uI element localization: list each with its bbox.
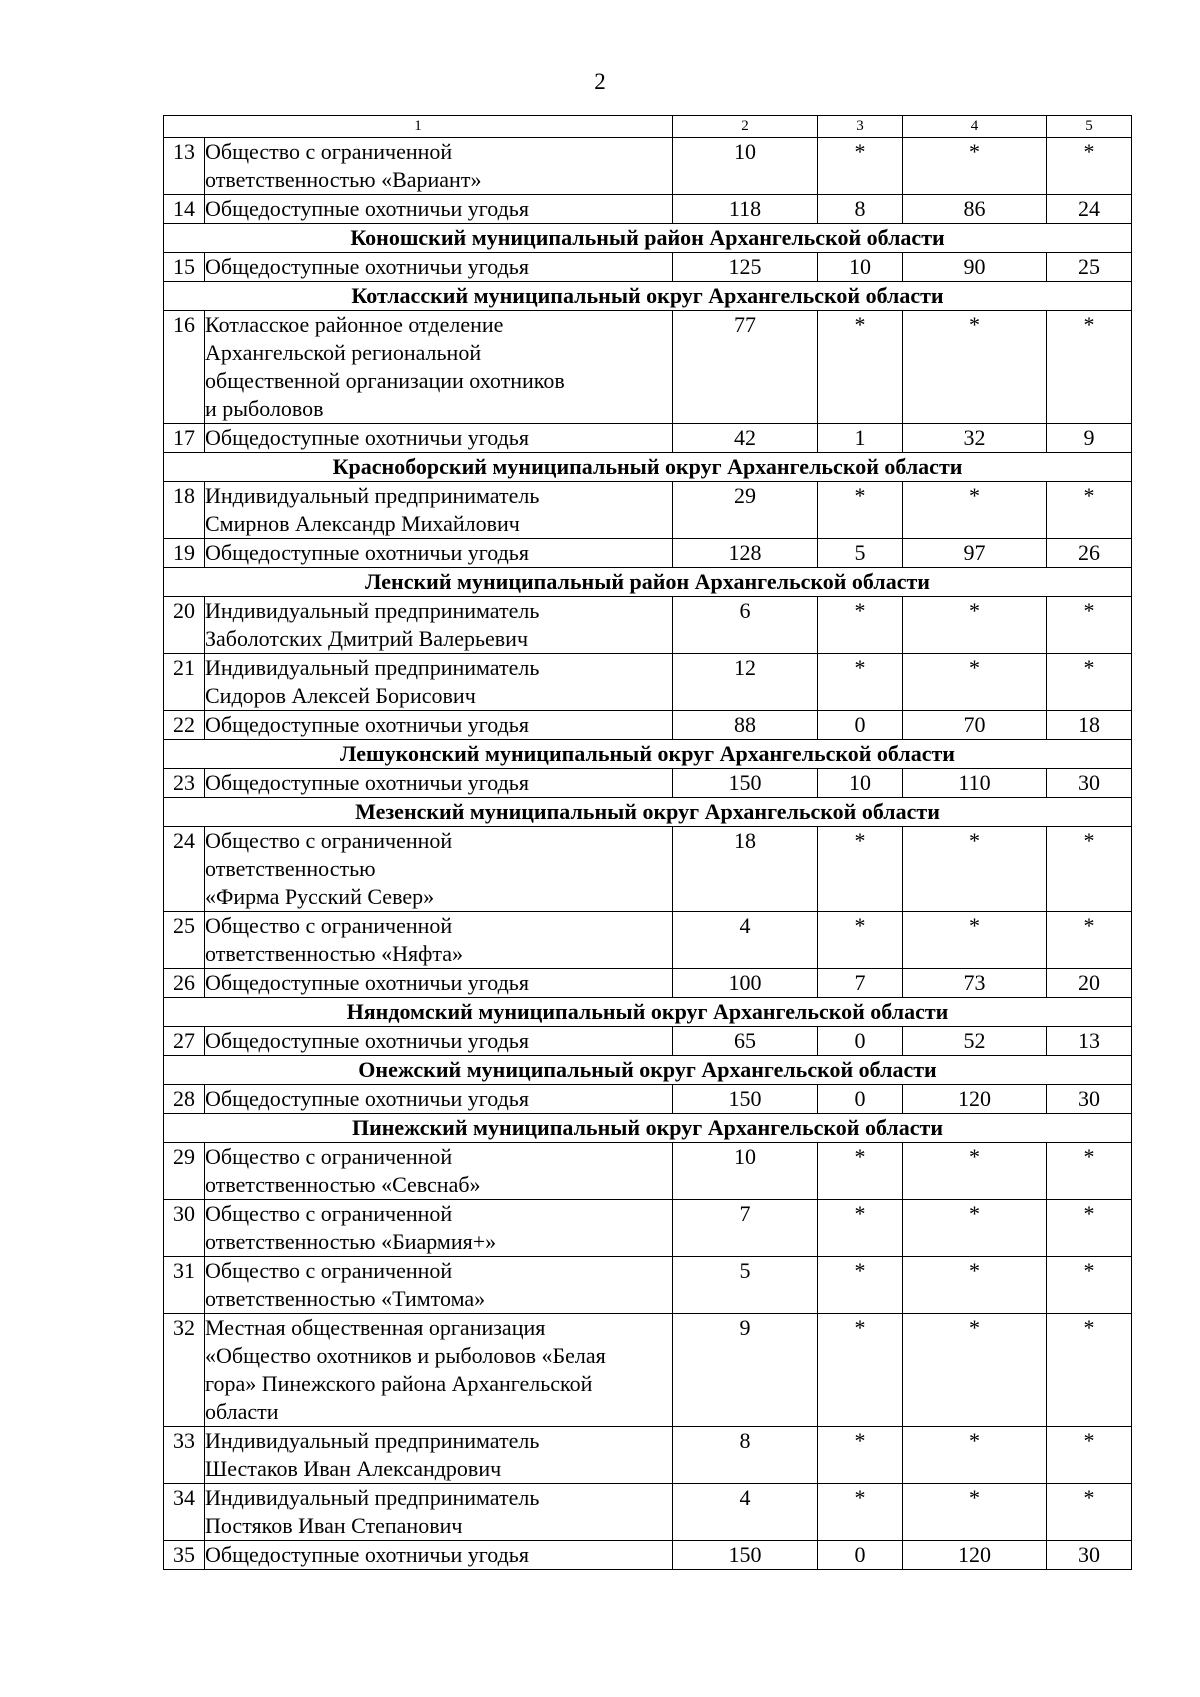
- organization-name-line: Общедоступные охотничьи угодья: [205, 770, 529, 795]
- section-title: Мезенский муниципальный округ Архангельской области: [164, 798, 1132, 827]
- column-3-cell: 7: [818, 969, 903, 998]
- column-4-cell: *: [903, 311, 1047, 424]
- column-4-cell: *: [903, 1484, 1047, 1541]
- row-number-cell: 22: [164, 711, 205, 740]
- column-4-cell: 86: [903, 195, 1047, 224]
- table-row: [164, 969, 1132, 998]
- row-number-cell: 33: [164, 1427, 205, 1484]
- row-number-cell: 27: [164, 1027, 205, 1056]
- column-3-cell: *: [818, 311, 903, 424]
- column-3-cell: 10: [818, 769, 903, 798]
- column-4-cell: 73: [903, 969, 1047, 998]
- column-4-cell: *: [903, 597, 1047, 654]
- column-3-cell: 8: [818, 195, 903, 224]
- column-3-cell: *: [818, 912, 903, 969]
- table-row: [164, 654, 1132, 711]
- header-cell-4: 4: [903, 116, 1047, 138]
- column-3-cell: 10: [818, 253, 903, 282]
- column-4-cell: *: [903, 138, 1047, 195]
- column-5-cell: 18: [1047, 711, 1132, 740]
- organization-name-cell: [205, 1427, 673, 1484]
- column-5-cell: *: [1047, 1257, 1132, 1314]
- organization-name-cell: [205, 1200, 673, 1257]
- section-title: Красноборский муниципальный округ Архангельской области: [164, 453, 1132, 482]
- organization-name-line: «Фирма Русский Север»: [205, 884, 435, 909]
- column-3-cell: *: [818, 1200, 903, 1257]
- organization-name-line: Котласское районное отделение: [205, 312, 504, 337]
- section-header-row: [164, 740, 1132, 769]
- row-number-cell: 13: [164, 138, 205, 195]
- column-5-cell: *: [1047, 654, 1132, 711]
- organization-name-cell: [205, 138, 673, 195]
- column-3-cell: *: [818, 138, 903, 195]
- column-4-cell: 97: [903, 539, 1047, 568]
- row-number-cell: 29: [164, 1143, 205, 1200]
- column-2-cell: 10: [673, 1143, 818, 1200]
- column-3-cell: *: [818, 597, 903, 654]
- column-4-cell: *: [903, 827, 1047, 912]
- organization-name-line: Индивидуальный предприниматель: [205, 483, 540, 508]
- column-2-cell: 4: [673, 1484, 818, 1541]
- organization-name-line: Индивидуальный предприниматель: [205, 1428, 540, 1453]
- column-4-cell: *: [903, 654, 1047, 711]
- column-5-cell: 30: [1047, 1541, 1132, 1570]
- table-row: [164, 597, 1132, 654]
- organization-name-cell: [205, 195, 673, 224]
- organization-name-line: ответственностью «Вариант»: [205, 167, 482, 192]
- column-5-cell: *: [1047, 138, 1132, 195]
- organization-name-line: Общедоступные охотничьи угодья: [205, 970, 529, 995]
- column-2-cell: 42: [673, 424, 818, 453]
- organization-name-cell: [205, 969, 673, 998]
- column-3-cell: *: [818, 1427, 903, 1484]
- column-4-cell: *: [903, 482, 1047, 539]
- column-5-cell: *: [1047, 482, 1132, 539]
- organization-name-line: Заболотских Дмитрий Валерьевич: [205, 626, 529, 651]
- organization-name-line: Индивидуальный предприниматель: [205, 598, 540, 623]
- column-5-cell: *: [1047, 1314, 1132, 1427]
- column-3-cell: 0: [818, 1541, 903, 1570]
- organization-name-line: Общество с ограниченной: [205, 913, 453, 938]
- column-5-cell: 13: [1047, 1027, 1132, 1056]
- organization-name-line: Общедоступные охотничьи угодья: [205, 254, 529, 279]
- column-2-cell: 12: [673, 654, 818, 711]
- header-cell-2: 2: [673, 116, 818, 138]
- section-title: Няндомский муниципальный округ Архангельской области: [164, 998, 1132, 1027]
- column-2-cell: 150: [673, 769, 818, 798]
- column-5-cell: *: [1047, 1200, 1132, 1257]
- organization-name-line: Общество с ограниченной: [205, 1144, 453, 1169]
- column-2-cell: 150: [673, 1541, 818, 1570]
- table-row: [164, 195, 1132, 224]
- column-2-cell: 4: [673, 912, 818, 969]
- column-2-cell: 150: [673, 1085, 818, 1114]
- table-row: [164, 1484, 1132, 1541]
- table-header-row: [164, 116, 1132, 138]
- row-number-cell: 17: [164, 424, 205, 453]
- header-cell-5: 5: [1047, 116, 1132, 138]
- organization-name-cell: [205, 597, 673, 654]
- column-4-cell: *: [903, 1257, 1047, 1314]
- organization-name-cell: [205, 1541, 673, 1570]
- column-2-cell: 125: [673, 253, 818, 282]
- organization-name-line: Общедоступные охотничьи угодья: [205, 425, 529, 450]
- organization-name-line: ответственностью «Няфта»: [205, 941, 463, 966]
- column-2-cell: 10: [673, 138, 818, 195]
- table-row: [164, 482, 1132, 539]
- organization-name-line: Постяков Иван Степанович: [205, 1513, 463, 1538]
- table-row: [164, 827, 1132, 912]
- column-4-cell: 90: [903, 253, 1047, 282]
- row-number-cell: 32: [164, 1314, 205, 1427]
- organization-name-line: Общество с ограниченной: [205, 828, 453, 853]
- table-row: [164, 1143, 1132, 1200]
- column-3-cell: *: [818, 1314, 903, 1427]
- row-number-cell: 21: [164, 654, 205, 711]
- column-5-cell: 24: [1047, 195, 1132, 224]
- organization-name-line: Общедоступные охотничьи угодья: [205, 1542, 529, 1567]
- section-header-row: [164, 282, 1132, 311]
- column-2-cell: 7: [673, 1200, 818, 1257]
- organization-name-cell: [205, 654, 673, 711]
- organization-name-line: Общедоступные охотничьи угодья: [205, 540, 529, 565]
- column-5-cell: *: [1047, 1427, 1132, 1484]
- column-4-cell: 32: [903, 424, 1047, 453]
- table-row: [164, 1541, 1132, 1570]
- organization-name-cell: [205, 711, 673, 740]
- organization-name-line: Архангельской региональной: [205, 340, 482, 365]
- section-header-row: [164, 453, 1132, 482]
- table-row: [164, 311, 1132, 424]
- column-3-cell: *: [818, 482, 903, 539]
- organization-name-line: ответственностью «Севснаб»: [205, 1172, 481, 1197]
- organization-name-line: общественной организации охотников: [205, 368, 565, 393]
- organization-name-line: Сидоров Алексей Борисович: [205, 683, 476, 708]
- column-3-cell: 0: [818, 711, 903, 740]
- organization-name-cell: [205, 1027, 673, 1056]
- row-number-cell: 19: [164, 539, 205, 568]
- section-title: Коношский муниципальный район Архангельской области: [164, 224, 1132, 253]
- table-row: [164, 138, 1132, 195]
- column-5-cell: 9: [1047, 424, 1132, 453]
- row-number-cell: 15: [164, 253, 205, 282]
- section-title: Котласский муниципальный округ Архангельской области: [164, 282, 1132, 311]
- table-row: [164, 253, 1132, 282]
- column-5-cell: *: [1047, 827, 1132, 912]
- column-5-cell: 26: [1047, 539, 1132, 568]
- column-5-cell: 30: [1047, 1085, 1132, 1114]
- column-5-cell: 25: [1047, 253, 1132, 282]
- organization-name-cell: [205, 1314, 673, 1427]
- row-number-cell: 23: [164, 769, 205, 798]
- column-5-cell: *: [1047, 1143, 1132, 1200]
- page-number: 2: [594, 69, 606, 94]
- column-2-cell: 128: [673, 539, 818, 568]
- table-row: [164, 769, 1132, 798]
- organization-name-cell: [205, 539, 673, 568]
- column-4-cell: *: [903, 912, 1047, 969]
- column-2-cell: 6: [673, 597, 818, 654]
- organization-name-cell: [205, 1484, 673, 1541]
- organization-name-cell: [205, 827, 673, 912]
- column-5-cell: *: [1047, 311, 1132, 424]
- section-header-row: [164, 1056, 1132, 1085]
- organization-name-line: Общедоступные охотничьи угодья: [205, 1028, 529, 1053]
- column-4-cell: 120: [903, 1541, 1047, 1570]
- table-row: [164, 424, 1132, 453]
- row-number-cell: 20: [164, 597, 205, 654]
- column-3-cell: *: [818, 1484, 903, 1541]
- section-header-row: [164, 568, 1132, 597]
- organization-name-cell: [205, 1257, 673, 1314]
- organization-name-line: Общедоступные охотничьи угодья: [205, 1086, 529, 1111]
- organization-name-line: Шестаков Иван Александрович: [205, 1456, 502, 1481]
- row-number-cell: 14: [164, 195, 205, 224]
- column-3-cell: 5: [818, 539, 903, 568]
- table-body: [164, 116, 1132, 1570]
- organization-name-line: области: [205, 1399, 279, 1424]
- organization-name-line: Общество с ограниченной: [205, 1201, 453, 1226]
- organization-name-line: «Общество охотников и рыболовов «Белая: [205, 1343, 606, 1368]
- column-5-cell: 30: [1047, 769, 1132, 798]
- organization-name-line: Общество с ограниченной: [205, 139, 453, 164]
- column-2-cell: 88: [673, 711, 818, 740]
- organization-name-line: ответственностью «Тимтома»: [205, 1286, 486, 1311]
- column-3-cell: 0: [818, 1085, 903, 1114]
- row-number-cell: 34: [164, 1484, 205, 1541]
- row-number-cell: 25: [164, 912, 205, 969]
- column-3-cell: *: [818, 1257, 903, 1314]
- table-row: [164, 912, 1132, 969]
- organization-name-line: Общедоступные охотничьи угодья: [205, 712, 529, 737]
- column-2-cell: 29: [673, 482, 818, 539]
- column-5-cell: 20: [1047, 969, 1132, 998]
- column-3-cell: *: [818, 654, 903, 711]
- column-2-cell: 65: [673, 1027, 818, 1056]
- column-3-cell: *: [818, 1143, 903, 1200]
- organization-name-line: Индивидуальный предприниматель: [205, 1485, 540, 1510]
- row-number-cell: 30: [164, 1200, 205, 1257]
- row-number-cell: 18: [164, 482, 205, 539]
- organization-name-line: Общедоступные охотничьи угодья: [205, 196, 529, 221]
- table-row: [164, 539, 1132, 568]
- table-row: [164, 711, 1132, 740]
- column-4-cell: *: [903, 1427, 1047, 1484]
- section-header-row: [164, 998, 1132, 1027]
- column-5-cell: *: [1047, 597, 1132, 654]
- header-cell-1: 1: [164, 116, 673, 138]
- organization-name-line: Общество с ограниченной: [205, 1258, 453, 1283]
- header-cell-3: 3: [818, 116, 903, 138]
- column-2-cell: 8: [673, 1427, 818, 1484]
- row-number-cell: 26: [164, 969, 205, 998]
- section-header-row: [164, 1114, 1132, 1143]
- table-row: [164, 1200, 1132, 1257]
- section-title: Онежский муниципальный округ Архангельской области: [164, 1056, 1132, 1085]
- section-title: Ленский муниципальный район Архангельской области: [164, 568, 1132, 597]
- row-number-cell: 35: [164, 1541, 205, 1570]
- section-header-row: [164, 224, 1132, 253]
- column-2-cell: 100: [673, 969, 818, 998]
- organization-name-line: и рыболовов: [205, 396, 324, 421]
- column-5-cell: *: [1047, 912, 1132, 969]
- column-2-cell: 77: [673, 311, 818, 424]
- organization-name-cell: [205, 1143, 673, 1200]
- column-4-cell: *: [903, 1200, 1047, 1257]
- table-row: [164, 1085, 1132, 1114]
- organization-name-line: Местная общественная организация: [205, 1315, 546, 1340]
- column-4-cell: *: [903, 1143, 1047, 1200]
- table-row: [164, 1257, 1132, 1314]
- table-row: [164, 1427, 1132, 1484]
- organization-name-line: гора» Пинежского района Архангельской: [205, 1371, 593, 1396]
- organization-name-cell: [205, 424, 673, 453]
- organization-name-line: Индивидуальный предприниматель: [205, 655, 540, 680]
- column-2-cell: 118: [673, 195, 818, 224]
- column-4-cell: 110: [903, 769, 1047, 798]
- organization-name-cell: [205, 311, 673, 424]
- organization-name-cell: [205, 1085, 673, 1114]
- organization-name-line: ответственностью «Биармия+»: [205, 1229, 497, 1254]
- column-4-cell: 52: [903, 1027, 1047, 1056]
- column-4-cell: 120: [903, 1085, 1047, 1114]
- organization-name-cell: [205, 912, 673, 969]
- organization-name-line: ответственностью: [205, 856, 376, 881]
- column-5-cell: *: [1047, 1484, 1132, 1541]
- section-title: Лешуконский муниципальный округ Архангельской области: [164, 740, 1132, 769]
- organization-name-line: Смирнов Александр Михайлович: [205, 511, 520, 536]
- column-3-cell: *: [818, 827, 903, 912]
- row-number-cell: 16: [164, 311, 205, 424]
- column-2-cell: 5: [673, 1257, 818, 1314]
- organization-name-cell: [205, 482, 673, 539]
- column-4-cell: *: [903, 1314, 1047, 1427]
- column-2-cell: 9: [673, 1314, 818, 1427]
- column-2-cell: 18: [673, 827, 818, 912]
- column-3-cell: 0: [818, 1027, 903, 1056]
- organization-name-cell: [205, 253, 673, 282]
- row-number-cell: 24: [164, 827, 205, 912]
- section-header-row: [164, 798, 1132, 827]
- column-4-cell: 70: [903, 711, 1047, 740]
- row-number-cell: 28: [164, 1085, 205, 1114]
- row-number-cell: 31: [164, 1257, 205, 1314]
- column-3-cell: 1: [818, 424, 903, 453]
- hunting-grounds-table: [163, 115, 1132, 1570]
- section-title: Пинежский муниципальный округ Архангельской области: [164, 1114, 1132, 1143]
- organization-name-cell: [205, 769, 673, 798]
- table-row: [164, 1314, 1132, 1427]
- table-row: [164, 1027, 1132, 1056]
